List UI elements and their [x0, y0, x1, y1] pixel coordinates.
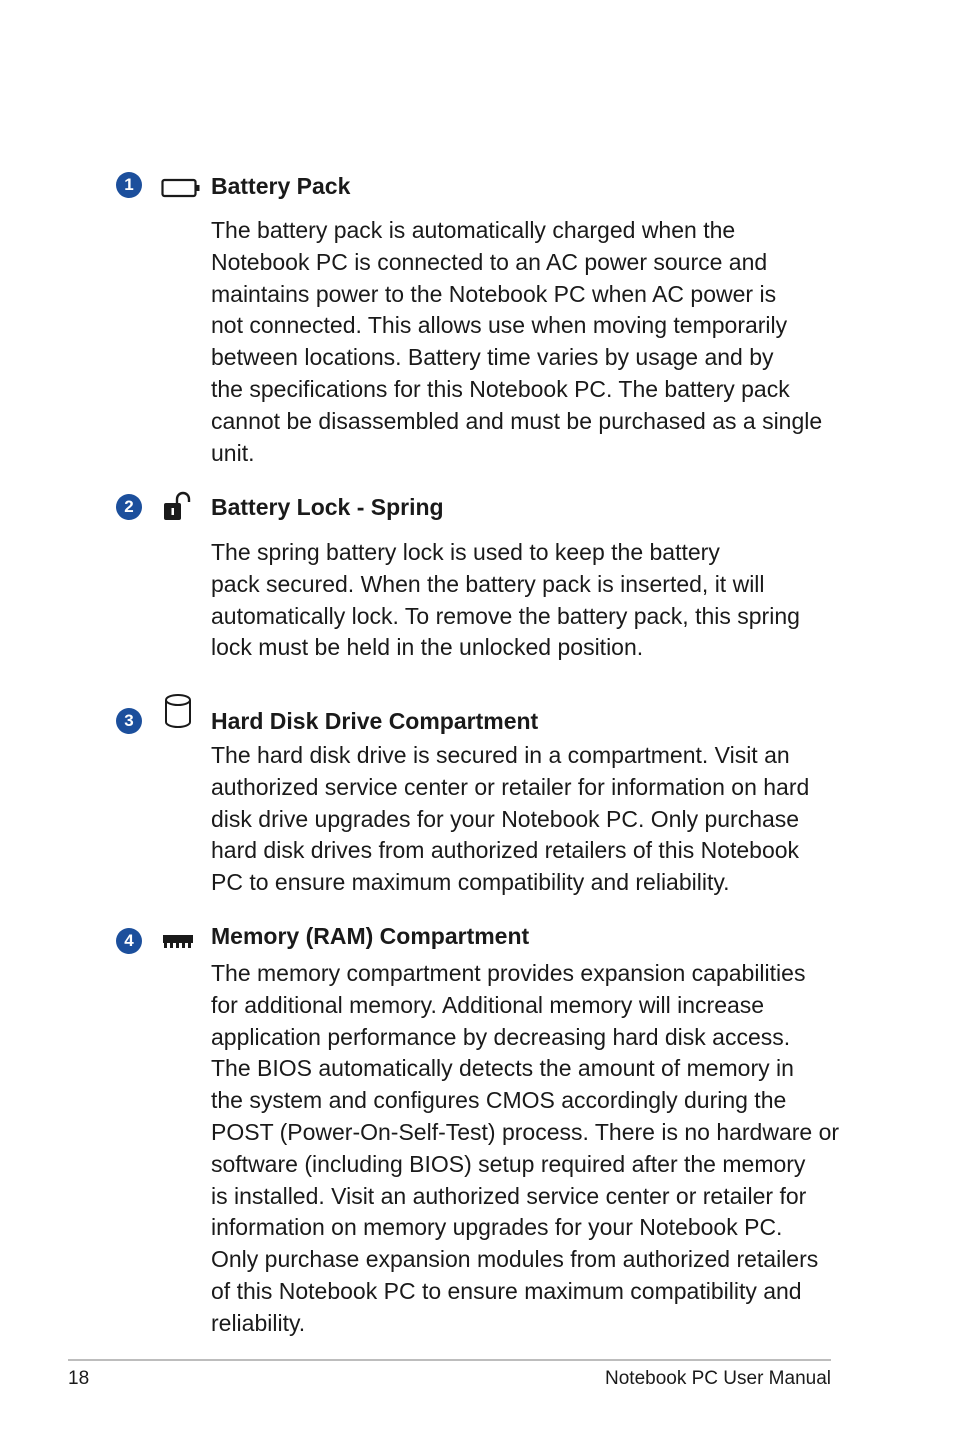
section-title: Memory (RAM) Compartment: [211, 923, 530, 949]
hard-disk-icon: [161, 692, 195, 737]
body-line: between locations. Battery time varies by usage and by: [211, 344, 774, 371]
body-line: PC to ensure maximum compatibility and reliability.: [211, 869, 730, 896]
section-body: [211, 958, 841, 1340]
body-line: information on memory upgrades for your Notebook PC.: [211, 1214, 783, 1241]
body-line: maintains power to the Notebook PC when AC power is: [211, 280, 777, 307]
body-line: cannot be disassembled and must be purchased as a single: [211, 407, 823, 434]
body-line: The BIOS automatically detects the amount of memory in: [211, 1055, 794, 1082]
number-badge: 1: [116, 172, 142, 198]
body-line: software (including BIOS) setup required after the memory: [211, 1150, 806, 1177]
section-body: [211, 740, 841, 899]
body-line: reliability.: [211, 1309, 306, 1336]
footer-divider: [68, 1359, 831, 1361]
body-line: for additional memory. Additional memory will increase: [211, 991, 765, 1018]
body-line: Only purchase expansion modules from authorized retailers: [211, 1246, 819, 1273]
body-line: disk drive upgrades for your Notebook PC. Only purchase: [211, 805, 800, 832]
body-line: the system and configures CMOS accordingly during the: [211, 1087, 787, 1114]
number-badge: 3: [116, 708, 142, 734]
body-line: lock must be held in the unlocked position.: [211, 634, 644, 661]
page-number: 18: [68, 1368, 90, 1389]
number-badge: 4: [116, 928, 142, 954]
body-line: of this Notebook PC to ensure maximum compatibility and: [211, 1277, 802, 1304]
section-title: Battery Lock - Spring: [211, 494, 444, 520]
section-body: [211, 215, 841, 469]
body-line: automatically lock. To remove the battery pack, this spring: [211, 602, 800, 629]
body-line: POST (Power-On-Self-Test) process. There is no hardware or: [211, 1118, 840, 1145]
battery-icon: [161, 177, 201, 204]
body-line: application performance by decreasing hard disk access.: [211, 1023, 791, 1050]
section-title: Hard Disk Drive Compartment: [211, 708, 539, 734]
body-line: not connected. This allows use when moving temporarily: [211, 312, 788, 339]
manual-title: Notebook PC User Manual: [605, 1368, 831, 1389]
body-line: hard disk drives from authorized retailers of this Notebook: [211, 837, 800, 864]
body-line: is installed. Visit an authorized service center or retailer for: [211, 1182, 807, 1209]
body-line: Notebook PC is connected to an AC power source and: [211, 248, 768, 275]
body-line: authorized service center or retailer for information on hard: [211, 773, 810, 800]
body-line: The hard disk drive is secured in a compartment. Visit an: [211, 742, 790, 768]
number-badge: 2: [116, 494, 142, 520]
body-line: The spring battery lock is used to keep the battery: [211, 539, 720, 565]
section-title: Battery Pack: [211, 173, 351, 199]
memory-module-icon: [161, 932, 195, 955]
unlock-icon: [161, 491, 195, 528]
body-line: The battery pack is automatically charged when the: [211, 217, 736, 243]
body-line: unit.: [211, 439, 255, 466]
body-line: pack secured. When the battery pack is inserted, it will: [211, 570, 765, 597]
body-line: The memory compartment provides expansion capabilities: [211, 960, 806, 986]
body-line: the specifications for this Notebook PC. The battery pack: [211, 375, 790, 402]
section-body: [211, 537, 841, 664]
